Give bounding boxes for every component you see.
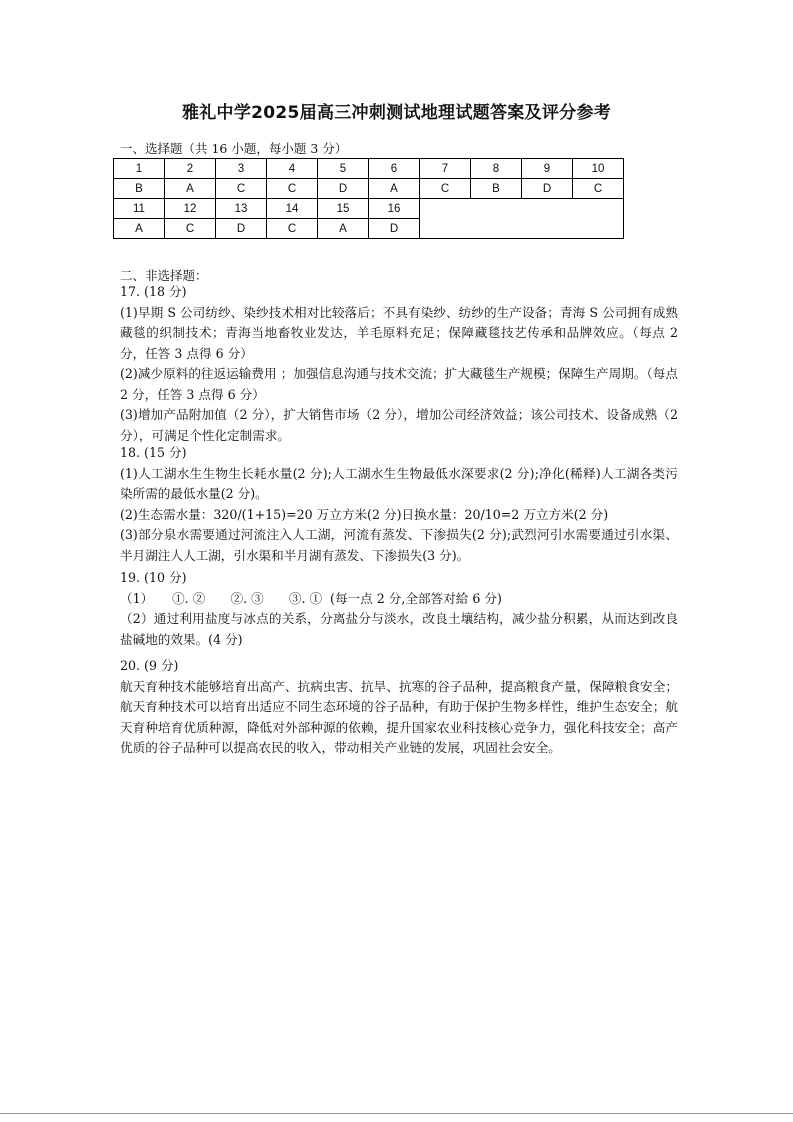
question-number: 5 bbox=[318, 159, 369, 179]
question-number: 12 bbox=[165, 199, 216, 219]
question-18-part-1: (1)人工湖水生生物生长耗水量(2 分);人工湖水生生物最低水深要求(2 分);净化(稀释)人工湖各类污染所需的最低水量(2 分)。 bbox=[120, 465, 678, 501]
answer-cell: C bbox=[573, 179, 624, 199]
question-number: 6 bbox=[369, 159, 420, 179]
question-20-heading: 20. (9 分) bbox=[120, 658, 179, 673]
question-number: 9 bbox=[522, 159, 573, 179]
answer-cell: B bbox=[471, 179, 522, 199]
table-row bbox=[114, 199, 624, 219]
question-17-part-1: (1)早期 S 公司纺纱、染纱技术相对比较落后；不具有染纱、纺纱的生产设备；青海 S 公司拥有成熟藏毯的织制技术；青海当地畜牧业发达，羊毛原料充足；保障藏毯技艺传承和品牌效应。（每点 2 分，任答 3 点得 6 分） bbox=[120, 304, 678, 361]
question-19-part-2: （2）通过利用盐度与冰点的关系，分离盐分与淡水，改良土壤结构，减少盐分积累，从而达到改良盐碱地的效果。(4 分) bbox=[120, 611, 678, 647]
section-1-heading: 一、选择题（共 16 小题，每小题 3 分） bbox=[120, 141, 348, 156]
question-number: 8 bbox=[471, 159, 522, 179]
question-number: 7 bbox=[420, 159, 471, 179]
answer-cell: D bbox=[369, 219, 420, 239]
question-18-part-2: (2)生态需水量：320/(1+15)=20 万立方米(2 分)日换水量：20/10=2 万立方米(2 分) bbox=[120, 506, 609, 522]
answer-cell: D bbox=[522, 179, 573, 199]
question-19 bbox=[120, 568, 678, 650]
question-20 bbox=[120, 656, 678, 759]
answer-cell: D bbox=[216, 219, 267, 239]
answer-cell: C bbox=[216, 179, 267, 199]
question-17-heading: 17. (18 分) bbox=[120, 284, 187, 299]
question-17 bbox=[120, 282, 678, 446]
question-number: 1 bbox=[114, 159, 165, 179]
question-number: 16 bbox=[369, 199, 420, 219]
answer-cell: D bbox=[318, 179, 369, 199]
question-17-part-2: (2)减少原料的往返运输费用 ；加强信息沟通与技术交流；扩大藏毯生产规模；保障生产周期。（每点 2 分，任答 3 点得 6 分） bbox=[120, 366, 678, 402]
question-number: 10 bbox=[573, 159, 624, 179]
page-title: 雅礼中学2025届高三冲刺测试地理试题答案及评分参考 bbox=[181, 103, 612, 123]
question-number: 13 bbox=[216, 199, 267, 219]
table-row bbox=[114, 179, 624, 199]
answer-cell: C bbox=[165, 219, 216, 239]
question-number: 3 bbox=[216, 159, 267, 179]
answer-cell: A bbox=[318, 219, 369, 239]
question-number: 4 bbox=[267, 159, 318, 179]
question-19-part-1: （1） ①. ② ②. ③ ③. ① (每一点 2 分,全部答对給 6 分) bbox=[120, 590, 502, 606]
page-divider bbox=[0, 1113, 793, 1114]
blank-cell bbox=[420, 199, 624, 239]
answer-table bbox=[113, 158, 624, 239]
answer-cell: A bbox=[165, 179, 216, 199]
question-18-heading: 18. (15 分) bbox=[120, 445, 187, 460]
answer-cell: B bbox=[114, 179, 165, 199]
question-18 bbox=[120, 443, 678, 566]
table-row bbox=[114, 159, 624, 179]
section-2-heading: 二、非选择题： bbox=[120, 268, 208, 283]
answer-cell: C bbox=[420, 179, 471, 199]
question-18-part-3: (3)部分泉水需要通过河流注入人工湖，河流有蒸发、下渗损失(2 分);武烈河引水需要通过引水渠、半月湖注人人工湖，引水渠和半月湖有蒸发、下渗损失(3 分)。 bbox=[120, 527, 678, 563]
answer-cell: A bbox=[114, 219, 165, 239]
question-19-heading: 19. (10 分) bbox=[120, 570, 187, 585]
answer-cell: A bbox=[369, 179, 420, 199]
question-number: 11 bbox=[114, 199, 165, 219]
answer-cell: C bbox=[267, 219, 318, 239]
answer-cell: C bbox=[267, 179, 318, 199]
question-20-answer: 航天育种技术能够培育出高产、抗病虫害、抗旱、抗寒的谷子品种，提高粮食产量，保障粮食安全；航天育种技术可以培育出适应不同生态环境的谷子品种，有助于保护生物多样性，维护生态安全；航天育种培育优质种源，降低对外部种源的依赖，提升国家农业科技核心竞争力，强化科技安全；高产优质的谷子品种可以提高农民的收入，带动相关产业链的发展，巩固社会安全。 bbox=[120, 678, 678, 755]
question-number: 15 bbox=[318, 199, 369, 219]
question-number: 14 bbox=[267, 199, 318, 219]
question-17-part-3: (3)增加产品附加值（2 分），扩大销售市场（2 分），增加公司经济效益；该公司技术、设备成熟（2 分），可满足个性化定制需求。 bbox=[120, 407, 678, 443]
question-number: 2 bbox=[165, 159, 216, 179]
